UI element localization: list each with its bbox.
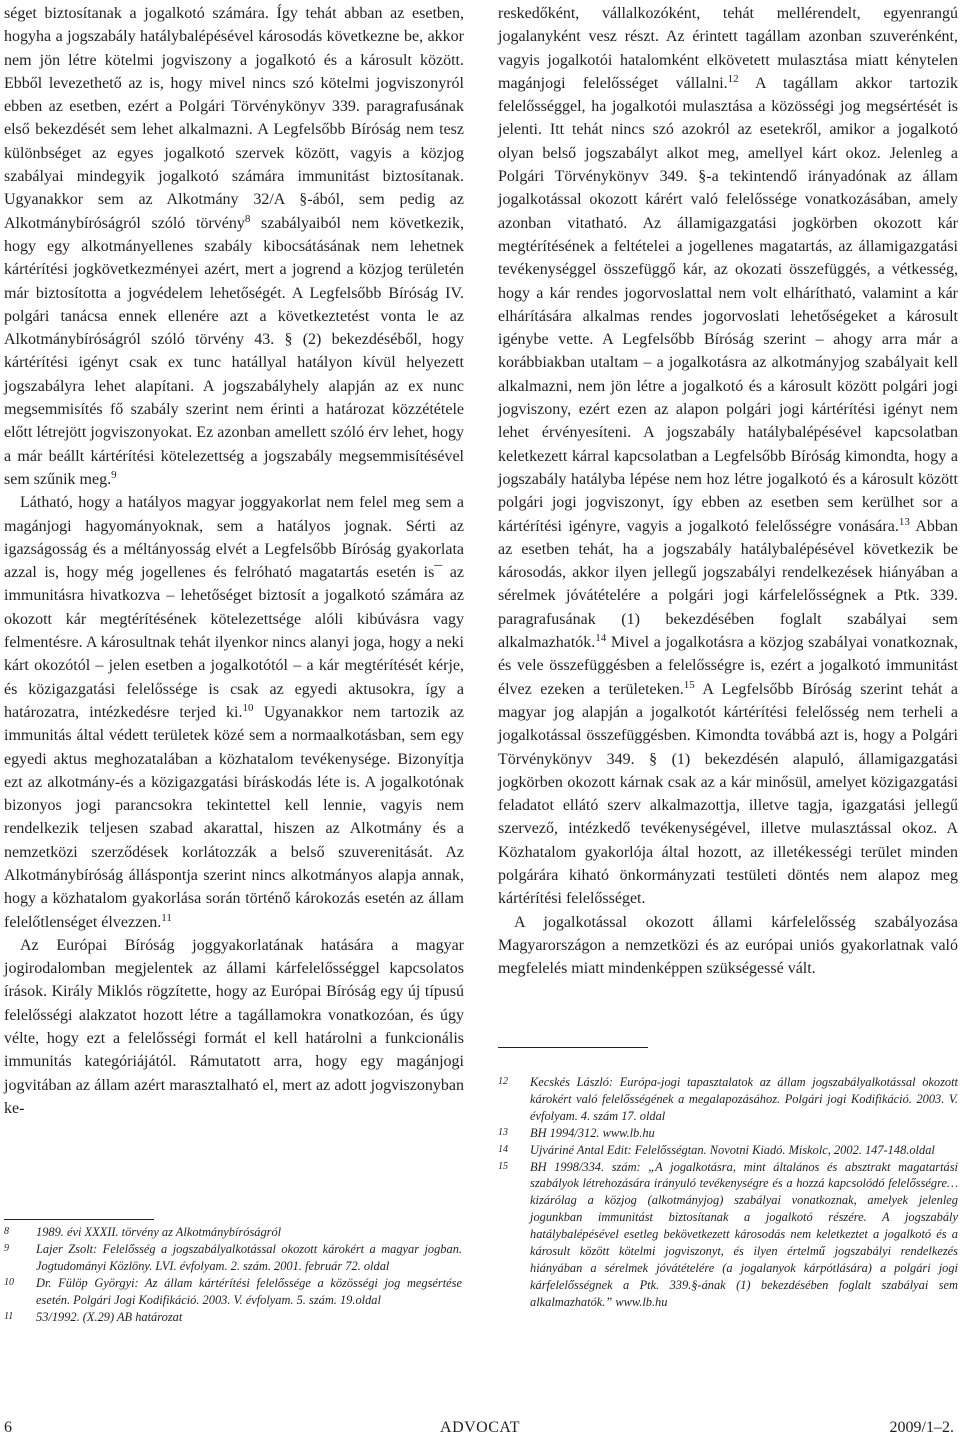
paragraph xyxy=(498,2,958,911)
paragraph-text: Abban az esetben tehát, ha a jogszabály hatálybalépésével következik be károsodás, akkor ilyen jellegű jogszabályi rendelkezések hiányában a sérelmek jóvátételére a polgári jogi kárfelelősségnek a Ptk. 339. paragrafusának (1) bekezdésében foglalt szabályai sem alkalmazhatók. xyxy=(498,517,958,652)
footnote xyxy=(4,1224,462,1241)
paragraph-text: szabályaiból nem következik, hogy egy alkotmányellenes szabály kibocsátásának nem lehetnek kártérítési jogkövetkezményei azért, mert a jogrend a közjog területén már biztosította a jogvédelem lehetőségét. A Legfelsőbb Bíróság IV. polgári tanácsa ennek ellenére azt a következtetést vonta le az Alkotmánybíróságról szóló törvény 43. § (2) bekezdéséből, hogy kártérítési igényt csak ex tunc hatállyal hatályon kívül helyezett jogszabályra lehet alapítani. A jogszabályhely alapján az ex nunc megsemmisítés fő szabály szerint nem érinti a határozat közzététele előtt létrejött jogviszonyokat. Ez azonban amellett szóló érv lehet, hogy a már beállt kártérítési kötelezettség a jogszabály megsemmisítésével sem szűnik meg. xyxy=(4,214,464,488)
paragraph-text: A jogalkotással okozott állami kárfelelősség szabályozása Magyarországon a nemzetközi és az európai uniós gyakorlatnak való megfelelés miatt mindenképpen szükségessé vált. xyxy=(498,913,958,978)
footnote xyxy=(498,1142,958,1159)
paragraph-text: Mivel a jogalkotásra a közjog szabályai vonatkoznak, és vele összefüggésben a felelősségre is, ezért a jogalkotó immunitást élvez ezeken a területeken. xyxy=(498,634,958,698)
footnotes-left xyxy=(4,1224,462,1325)
footnote xyxy=(4,1241,462,1275)
paragraph xyxy=(4,491,464,934)
footnote-text: Lajer Zsolt: Felelősség a jogszabályalkotással okozott károkért a magyar jogban. Jogtudományi Közlöny. LVI. évfolyam. 2. szám. 2001. február 72. oldal xyxy=(36,1241,462,1273)
footnote xyxy=(4,1309,462,1326)
footnote-reference: 11 xyxy=(161,911,172,924)
issue-number: 2009/1–2. xyxy=(889,1419,954,1436)
footnote-number: 14 xyxy=(498,1143,508,1155)
paragraph xyxy=(4,2,464,491)
footnote-separator-right xyxy=(498,1047,648,1048)
paragraph-text: séget biztosítanak a jogalkotó számára. Így tehát abban az esetben, hogyha a jogszabály hatálybalépésével károsodás következne be, akkor nem jön létre kötelmi jogviszony a jogalkotó és a károsult között. Ebből levezethető az is, hogy mivel nincs szó kötelmi jogviszonyról ebben az esetben, ezért a Polgári Törvénykönyv 339. paragrafusának első bekezdését sem lehet alkalmazni. A Legfelsőbb Bíróság nem tesz különbséget az egyes jogalkotó szervek között, vagyis a közjog szabályai mindegyik jogalkotó számára immunitást biztosítanak. Ugyanakkor sem az Alkotmány 32/A §-ából, sem pedig az Alkotmánybíróságról szóló törvény xyxy=(4,5,464,232)
footnote-reference: 8 xyxy=(244,212,251,225)
footnote-number: 10 xyxy=(4,1276,14,1288)
footnote xyxy=(498,1074,958,1125)
page-footer xyxy=(0,1418,960,1442)
footnote-reference: 12 xyxy=(727,72,739,85)
footnotes-right xyxy=(498,1074,958,1311)
footnote-reference: 9 xyxy=(111,468,117,481)
footnote-text: 1989. évi XXXII. törvény az Alkotmánybíróságról xyxy=(36,1225,282,1239)
footnote-number: 13 xyxy=(498,1126,508,1138)
footnote-text: Dr. Fülöp Györgyi: Az állam kártérítési felelőssége a közösségi jog megsértése esetén. Polgári Jogi Kodifikáció. 2003. V. évfolyam. 5. szám. 19.oldal xyxy=(36,1275,462,1307)
footnote-number: 9 xyxy=(4,1242,9,1254)
left-column xyxy=(4,2,464,1120)
footnote-text: BH 1994/312. www.lb.hu xyxy=(530,1125,655,1140)
footnote-number: 12 xyxy=(498,1076,508,1087)
footnote-reference: 15 xyxy=(683,678,695,691)
footnote-reference: 10 xyxy=(242,701,254,714)
page-number: 6 xyxy=(4,1419,12,1436)
footnote-reference: 14 xyxy=(595,632,607,645)
journal-name: ADVOCAT xyxy=(440,1419,520,1436)
paragraph-text: Látható, hogy a hatályos magyar joggyakorlat nem felel meg sem a magánjogi hagyományoknak, sem a hatályos jognak. Sérti az igazságosság és a méltányosság elvét a Legfelsőbb Bíróság gyakorlata azzal is, hogy még jogellenes és felróható magatartás esetén is¯ az immunitásra hivatkozva – lehetőséget biztosít a jogalkotó számára az okozott kár megtérítésének kötelezettsége alóli kibúvásra vagy felmentésre. A károsultnak tehát ilyenkor nincs alanyi joga, hogy a neki kárt okozótól – jelen esetben a jogalkotótól – a kár megtérítését kérje, és közigazgatási felelőssége is csak az egyedi aktusokra, így a határozatra, intézkedésre terjed ki. xyxy=(4,494,464,721)
paragraph-text: A tagállam akkor tartozik felelősséggel, ha jogalkotói mulasztása a közösségi jog megsértését is jelenti. Itt tehát nincs szó azokról az esetekről, amikor a jogalkotó olyan belső jogszabályt alkot meg, amellyel kárt okoz. Jelenleg a Polgári Törvénykönyv 349. §-a tekintendő irányadónak az állam jogalkotással okozott kárért való felelőssége vonatkozásában, amely azonban vitatható. Az államigazgatási jogkörben okozott kár megtérítésének a feltételei a jogellenes magatartás, az államigazgatási tevékenységgel összefüggő kár, az okozati összefüggés, a vétkesség, hogy a kár rendes jogorvoslattal nem volt elhárítható, valamint a kár elhárítására alkalmas rendes jogorvoslati lehetőségeket a károsult igénybe vette. A Legfelsőbb Bíróság szerint – ahogy arra már a korábbiakban utaltam – a jogalkotásra az alkotmányjog szabályait kell alkalmazni, nem jön létre a jogalkotó és a károsult között polgári jogi jogviszony, ezért ezen az alapon polgári jogi kártérítési igényt nem lehet érvényesíteni. A jogszabály hatálybalépésével kapcsolatban keletkezett kárral kapcsolatban a Legfelsőbb Bíróság kimondta, hogy a jogszabály hatályba lépése nem hoz létre jogalkotó és a károsult között polgári jogi jogviszonyt, így ebben az esetben sem kerülhet sor a kártérítési igényre, vagyis a jogalkotó felelősségre vonására. xyxy=(498,74,958,535)
footnote-number: 15 xyxy=(498,1160,508,1172)
paragraph-text: Ugyanakkor nem tartozik az immunitás által védett területek közé sem a normaalkotásban, sem egy egyedi aktus meghozatalában a közhatalom tevékenysége. Bizonyítja ezt az alkotmány-és a közigazgatási bíráskodás léte is. A jogalkotónak bizonyos jogi parancsokra tekintettel kell lennie, vagyis nem rendelkezik teljesen szabad akarattal, hiszen az Alkotmány és a nemzetközi szerződések korlátozzák a belső szuverenitását. Az Alkotmánybíróság álláspontja szerint nincs alkotmányos alapja annak, hogy a közhatalom gyakorlása során történő károkozás esetén az állam felelőtlenséget élvezzen. xyxy=(4,703,464,931)
paragraph xyxy=(498,911,958,981)
footnote-separator-left xyxy=(4,1219,154,1220)
footnote-text: Ujváriné Antal Edit: Felelősségtan. Novotni Kiadó. Miskolc, 2002. 147-148.oldal xyxy=(530,1142,935,1157)
footnote-text: BH 1998/334. szám: „A jogalkotásra, mint általános és absztrakt magatartási szabályok létrehozására irányuló tevékenységre és a hozzá kapcsolódó felelősségre… kizárólag a közjog (alkotmányjog) szabályai vonatkoznak, amelyek jelenleg jogunkban immunitást biztosítanak a jogalkotó részére. A jogszabály hatálybalépésével esetleg bekövetkezett károsodás nem keletkeztet a jogalkotó és a károsult között kötelmi jogviszonyt, és ilyen értelmű jogszabályi rendelkezés hiányában a sérelmek jóvátételére (a jogalanyok kárpótlására) a polgári jogi kárfelelősségnek a Ptk. 339.§-ának (1) bekezdésében foglalt szabályai sem alkalmazhatók.” www.lb.hu xyxy=(530,1159,958,1309)
footnote xyxy=(498,1125,958,1142)
footnote-text: 53/1992. (X.29) AB határozat xyxy=(36,1309,183,1324)
paragraph xyxy=(4,934,464,1120)
footnote xyxy=(498,1159,958,1311)
footnote-reference: 13 xyxy=(898,515,910,528)
footnote-number: 8 xyxy=(4,1226,9,1237)
right-column xyxy=(498,2,958,980)
paragraph-text: reskedőként, vállalkozóként, tehát mellérendelt, egyenrangú jogalanyként vesz részt. Az érintett tagállam azonban szuverénként, vagyis jogalkotói hatalomként elkövetett mulasztása miatt kénytelen magánjogi felelősséget vállalni. xyxy=(498,5,958,92)
paragraph-text: Az Európai Bíróság joggyakorlatának hatására a magyar jogirodalomban megjelentek az állami kárfelelősséggel kapcsolatos írások. Király Miklós rögzítette, hogy az Európai Bíróság egy új típusú felelősségi alakzatot hozott létre a tagállamokra vonatkozóan, és úgy vélte, hogy ezt a felelősségi formát el kell határolni a funkcionális immunitás kategóriájától. Rámutatott arra, hogy egy magánjogi jogvitában az állam azért marasztalható el, mert az adott jogviszonyban ke- xyxy=(4,936,464,1117)
paragraph-text: A Legfelsőbb Bíróság szerint tehát a magyar jog alapján a jogalkotót kártérítési felelősség nem terheli a jogalkotással összefüggésben. Kimondta továbbá azt is, hogy a Polgári Törvénykönyv 349. § (1) bekezdésén alapuló, államigazgatási jogkörben okozott kárnak csak az a kár minősül, amelyet közigazgatási feladatot ellátó szerv alkalmazottja, illetve tagja, igazgatási jellegű szervező, intézkedő tevékenységével, illetve mulasztással okoz. A Közhatalom gyakorlója által hozott, az illetékességi terület minden polgárára kiható önkormányzati testületi döntés nem alapoz meg kártérítési felelősséget. xyxy=(498,680,959,908)
footnote xyxy=(4,1275,462,1309)
footnote-text: Kecskés László: Európa-jogi tapasztalatok az állam jogszabályalkotással okozott károkért való felelősségének a megalapozásához. Polgári jogi Kodifikáció. 2003. V. évfolyam. 4. szám 17. oldal xyxy=(530,1075,958,1123)
footnote-number: 11 xyxy=(4,1310,14,1322)
